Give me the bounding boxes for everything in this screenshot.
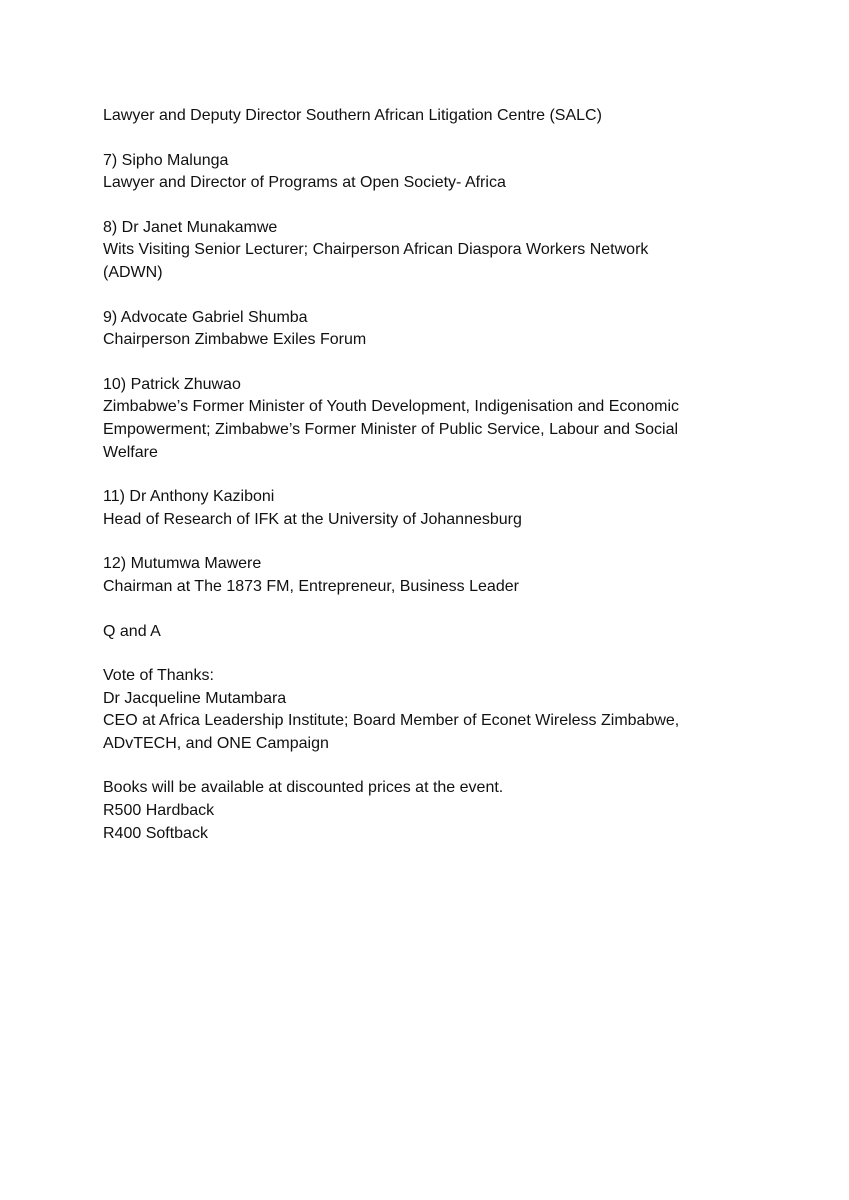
vote-of-thanks-section <box>103 665 809 755</box>
vote-of-thanks-heading: Vote of Thanks: <box>103 667 214 685</box>
qa-section <box>103 621 809 644</box>
speaker-entry <box>103 217 809 285</box>
speaker-role: Chairman at The 1873 FM, Entrepreneur, Business Leader <box>103 577 519 595</box>
speaker-role: Wits Visiting Senior Lecturer; Chairperson African Diaspora Workers Network <box>103 241 649 259</box>
speaker-name: 11) Dr Anthony Kaziboni <box>103 488 275 506</box>
speaker-entry <box>103 307 809 352</box>
speaker-role: Empowerment; Zimbabwe’s Former Minister of Public Service, Labour and Social <box>103 420 679 438</box>
qa-label: Q and A <box>103 622 161 640</box>
speaker-role: Chairperson Zimbabwe Exiles Forum <box>103 331 367 349</box>
books-note: Books will be available at discounted prices at the event. <box>103 779 504 797</box>
speaker-role: Head of Research of IFK at the University of Johannesburg <box>103 510 522 528</box>
vote-of-thanks-name: Dr Jacqueline Mutambara <box>103 689 287 707</box>
books-section <box>103 777 809 845</box>
speaker-entry <box>103 553 809 598</box>
speaker-role: (ADWN) <box>103 263 163 281</box>
speaker-name: 8) Dr Janet Munakamwe <box>103 218 278 236</box>
vote-of-thanks-role: CEO at Africa Leadership Institute; Board Member of Econet Wireless Zimbabwe, <box>103 712 680 730</box>
speaker-entry <box>103 150 809 195</box>
speaker-role: Lawyer and Deputy Director Southern African Litigation Centre (SALC) <box>103 107 602 124</box>
speaker-name: 7) Sipho Malunga <box>103 151 229 169</box>
speaker-name: 12) Mutumwa Mawere <box>103 555 262 573</box>
speaker-role: Lawyer and Director of Programs at Open Society- Africa <box>103 174 506 192</box>
speaker-name: 9) Advocate Gabriel Shumba <box>103 308 308 326</box>
hardback-price: R500 Hardback <box>103 802 215 820</box>
speaker-name: 10) Patrick Zhuwao <box>103 375 241 393</box>
softback-price: R400 Softback <box>103 824 208 842</box>
speaker-role: Welfare <box>103 443 158 461</box>
speaker-entry <box>103 374 809 464</box>
previous-speaker-continuation <box>103 105 809 128</box>
speaker-entry <box>103 486 809 531</box>
vote-of-thanks-role: ADvTECH, and ONE Campaign <box>103 734 329 752</box>
speaker-role: Zimbabwe’s Former Minister of Youth Development, Indigenisation and Economic <box>103 398 679 416</box>
